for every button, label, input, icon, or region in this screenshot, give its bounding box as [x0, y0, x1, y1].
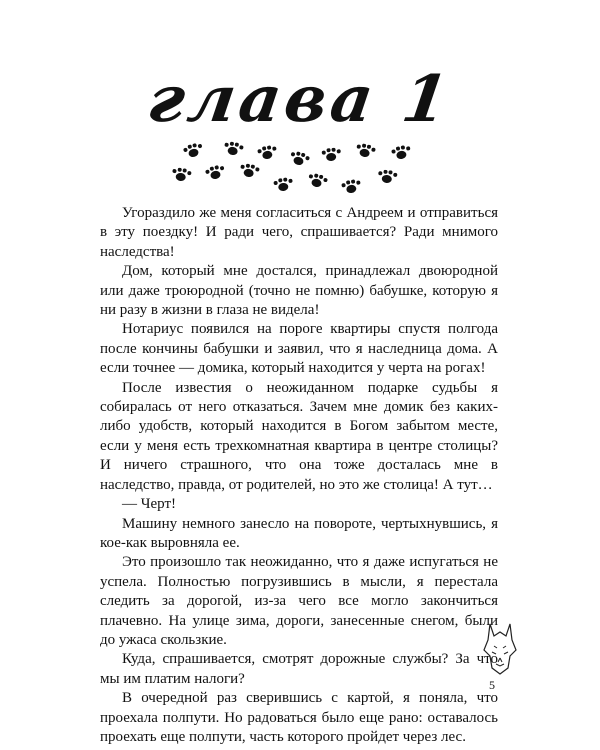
- chapter-title: глава 1: [143, 62, 457, 137]
- paragraph: Дом, который мне достался, принадлежал двоюродной или даже троюродной (точно не помню) бабушке, которую я ни разу в жизни в глаза не видела!: [100, 263, 498, 319]
- paw-print-icon: [203, 164, 228, 183]
- paw-print-icon: [169, 167, 193, 184]
- wolf-head-icon: [480, 620, 520, 676]
- paragraph: Машину немного занесло на повороте, чертыхнувшись, я кое-как выровняла ее.: [100, 515, 498, 551]
- paw-print-icon: [305, 172, 330, 191]
- paw-print-icon: [221, 140, 245, 158]
- paragraph: Нотариус появился на пороге квартиры спустя полгода после кончины бабушки и заявил, что я наследница дома. А если точнее — домика, который находится у черта на рогах!: [100, 321, 498, 377]
- paw-tracks-decoration: [160, 138, 450, 198]
- chapter-text: [100, 204, 498, 747]
- paw-print-icon: [353, 142, 377, 160]
- paw-print-icon: [255, 144, 279, 162]
- paragraph: В очередной раз сверившись с картой, я поняла, что проехала полпути. Но радоваться было еще рано: оставалось проехать еще полпути, часть которого пройдет через лес.: [100, 690, 498, 745]
- paw-print-icon: [389, 144, 413, 162]
- paragraph: Куда, спрашивается, смотрят дорожные службы? За что мы им платим налоги?: [100, 651, 498, 687]
- paragraph: Угораздило же меня согласиться с Андреем и отправиться в эту поездку! И ради чего, спрашивается? Ради мнимого наследства!: [100, 205, 498, 260]
- paw-print-icon: [237, 162, 261, 180]
- paw-print-icon: [287, 149, 312, 168]
- paragraph: Это произошло так неожиданно, что я даже испугаться не успела. Полностью погрузившись в мысли, я перестала следить за дорогой, из-за чего все могло закончиться плачевно. На улице зима, дороги, занесенные снегом, были до ужаса скользкие.: [100, 554, 498, 648]
- paragraph: — Черт!: [122, 496, 177, 513]
- paw-print-icon: [271, 177, 295, 194]
- page-number: 5: [489, 678, 495, 692]
- paw-print-icon: [339, 178, 363, 196]
- paw-print-icon: [375, 169, 398, 185]
- paragraph: После известия о неожиданном подарке судьбы я собиралась от него отказаться. Зачем мне домик без каких-либо удобств, который находится в Богом забытом месте, если у меня есть трехкомнатная квартира в центре столицы? И ничего страшного, что она тоже досталась мне в наследство, правда, от родителей, но это же столица! А тут…: [100, 379, 498, 493]
- paw-print-icon: [181, 141, 206, 160]
- paw-print-icon: [319, 147, 342, 163]
